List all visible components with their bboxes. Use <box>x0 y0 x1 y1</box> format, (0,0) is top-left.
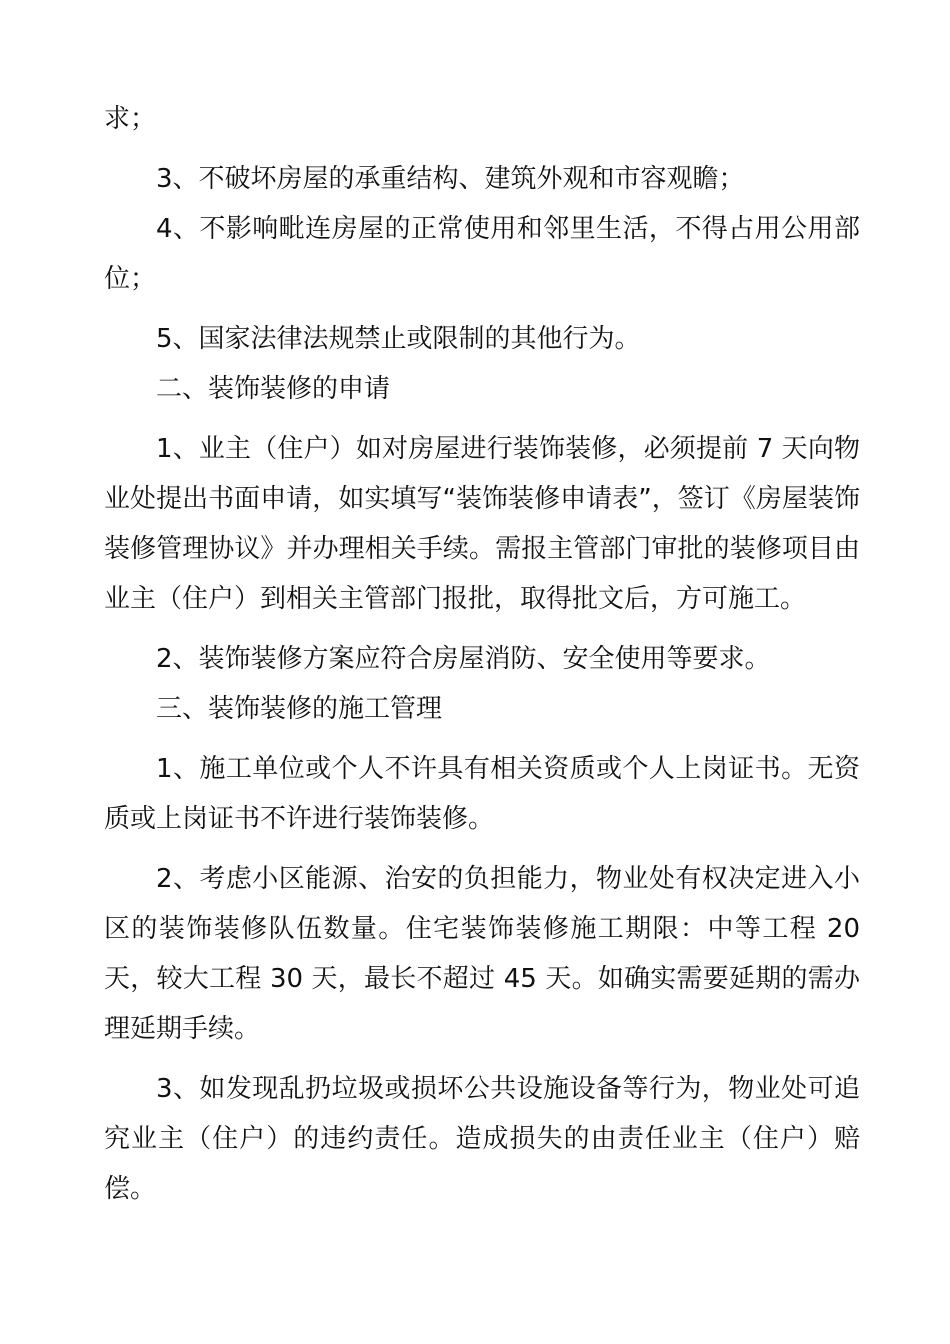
paragraph-item-4: 4、不影响毗连房屋的正常使用和邻里生活，不得占用公用部位； <box>104 214 860 294</box>
paragraph-construction-1: 1、施工单位或个人不许具有相关资质或个人上岗证书。无资质或上岗证书不许进行装饰装修。 <box>104 754 860 834</box>
paragraph-continuation: 求； <box>104 104 157 134</box>
paragraph-item-3: 3、不破坏房屋的承重结构、建筑外观和市容观瞻； <box>156 164 745 194</box>
paragraph-item-5: 5、国家法律法规禁止或限制的其他行为。 <box>156 324 641 354</box>
document-page <box>104 94 860 1214</box>
paragraph-construction-3: 3、如发现乱扔垃圾或损坏公共设施设备等行为，物业处可追究业主（住户）的违约责任。造成损失的由责任业主（住户）赔偿。 <box>104 1074 860 1204</box>
section-heading-application: 二、装饰装修的申请 <box>156 374 391 404</box>
section-heading-construction: 三、装饰装修的施工管理 <box>156 694 443 724</box>
paragraph-application-1: 1、业主（住户）如对房屋进行装饰装修，必须提前 7 天向物业处提出书面申请，如实填写“装饰装修申请表”，签订《房屋装饰装修管理协议》并办理相关手续。需报主管部门审批的装修项目由业主（住户）到相关主管部门报批，取得批文后，方可施工。 <box>104 434 860 614</box>
paragraph-construction-2: 2、考虑小区能源、治安的负担能力，物业处有权决定进入小区的装饰装修队伍数量。住宅装饰装修施工期限：中等工程 20 天，较大工程 30 天，最长不超过 45 天。如确实需要延期的需办理延期手续。 <box>104 864 860 1044</box>
paragraph-application-2: 2、装饰装修方案应符合房屋消防、安全使用等要求。 <box>156 644 771 674</box>
